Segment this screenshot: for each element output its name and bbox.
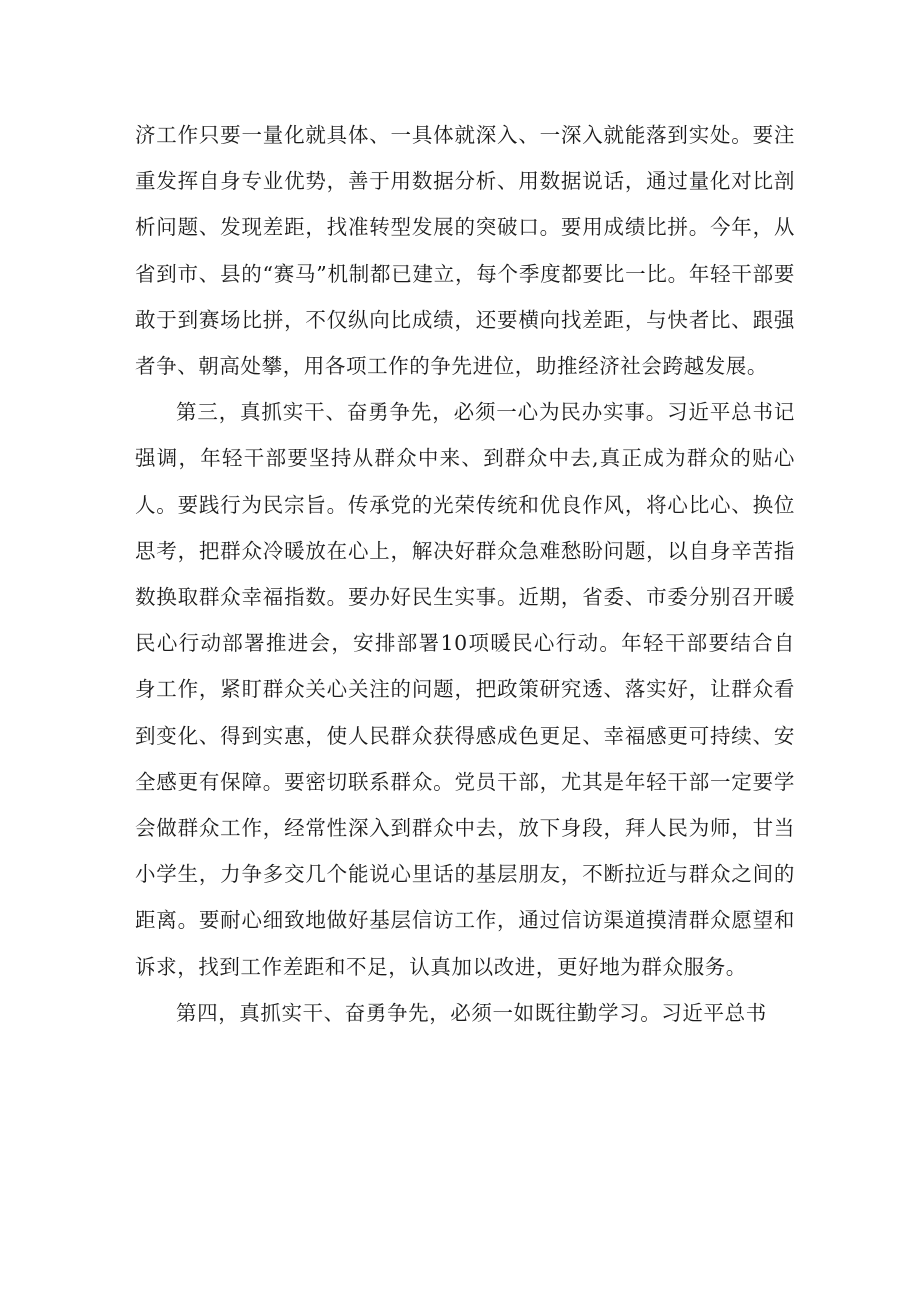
paragraph-section-four: 第四，真抓实干、奋勇争先，必须一如既往勤学习。习近平总书 bbox=[176, 1000, 767, 1025]
document-body bbox=[135, 112, 795, 1036]
paragraph-section-three: 第三，真抓实干、奋勇争先，必须一心为民办实事。习近平总书记强调，年轻干部要坚持从群众中来、到群众中去,真正成为群众的贴心人。要践行为民宗旨。传承党的光荣传统和优良作风，将心比心、换位思考，把群众冷暖放在心上，解决好群众急难愁盼问题，以自身辛苦指数换取群众幸福指数。要办好民生实事。近期，省委、市委分别召开暖民心行动部署推进会，安排部署10项暖民心行动。年轻干部要结合自身工作，紧盯群众关心关注的问题，把政策研究透、落实好，让群众看到变化、得到实惠，使人民群众获得感成色更足、幸福感更可持续、安全感更有保障。要密切联系群众。党员干部，尤其是年轻干部一定要学会做群众工作，经常性深入到群众中去，放下身段，拜人民为师，甘当小学生，力争多交几个能说心里话的基层朋友，不断拉近与群众之间的距离。要耐心细致地做好基层信访工作，通过信访渠道摸清群众愿望和诉求，找到工作差距和不足，认真加以改进，更好地为群众服务。 bbox=[135, 400, 795, 979]
paragraph-continuation: 济工作只要一量化就具体、一具体就深入、一深入就能落到实处。要注重发挥自身专业优势，善于用数据分析、用数据说话，通过量化对比剖析问题、发现差距，找准转型发展的突破口。要用成绩比拼。今年，从省到市、县的“赛马”机制都已建立，每个季度都要比一比。年轻干部要敢于到赛场比拼，不仅纵向比成绩，还要横向找差距，与快者比、跟强者争、朝高处攀，用各项工作的争先进位，助推经济社会跨越发展。 bbox=[135, 123, 795, 379]
